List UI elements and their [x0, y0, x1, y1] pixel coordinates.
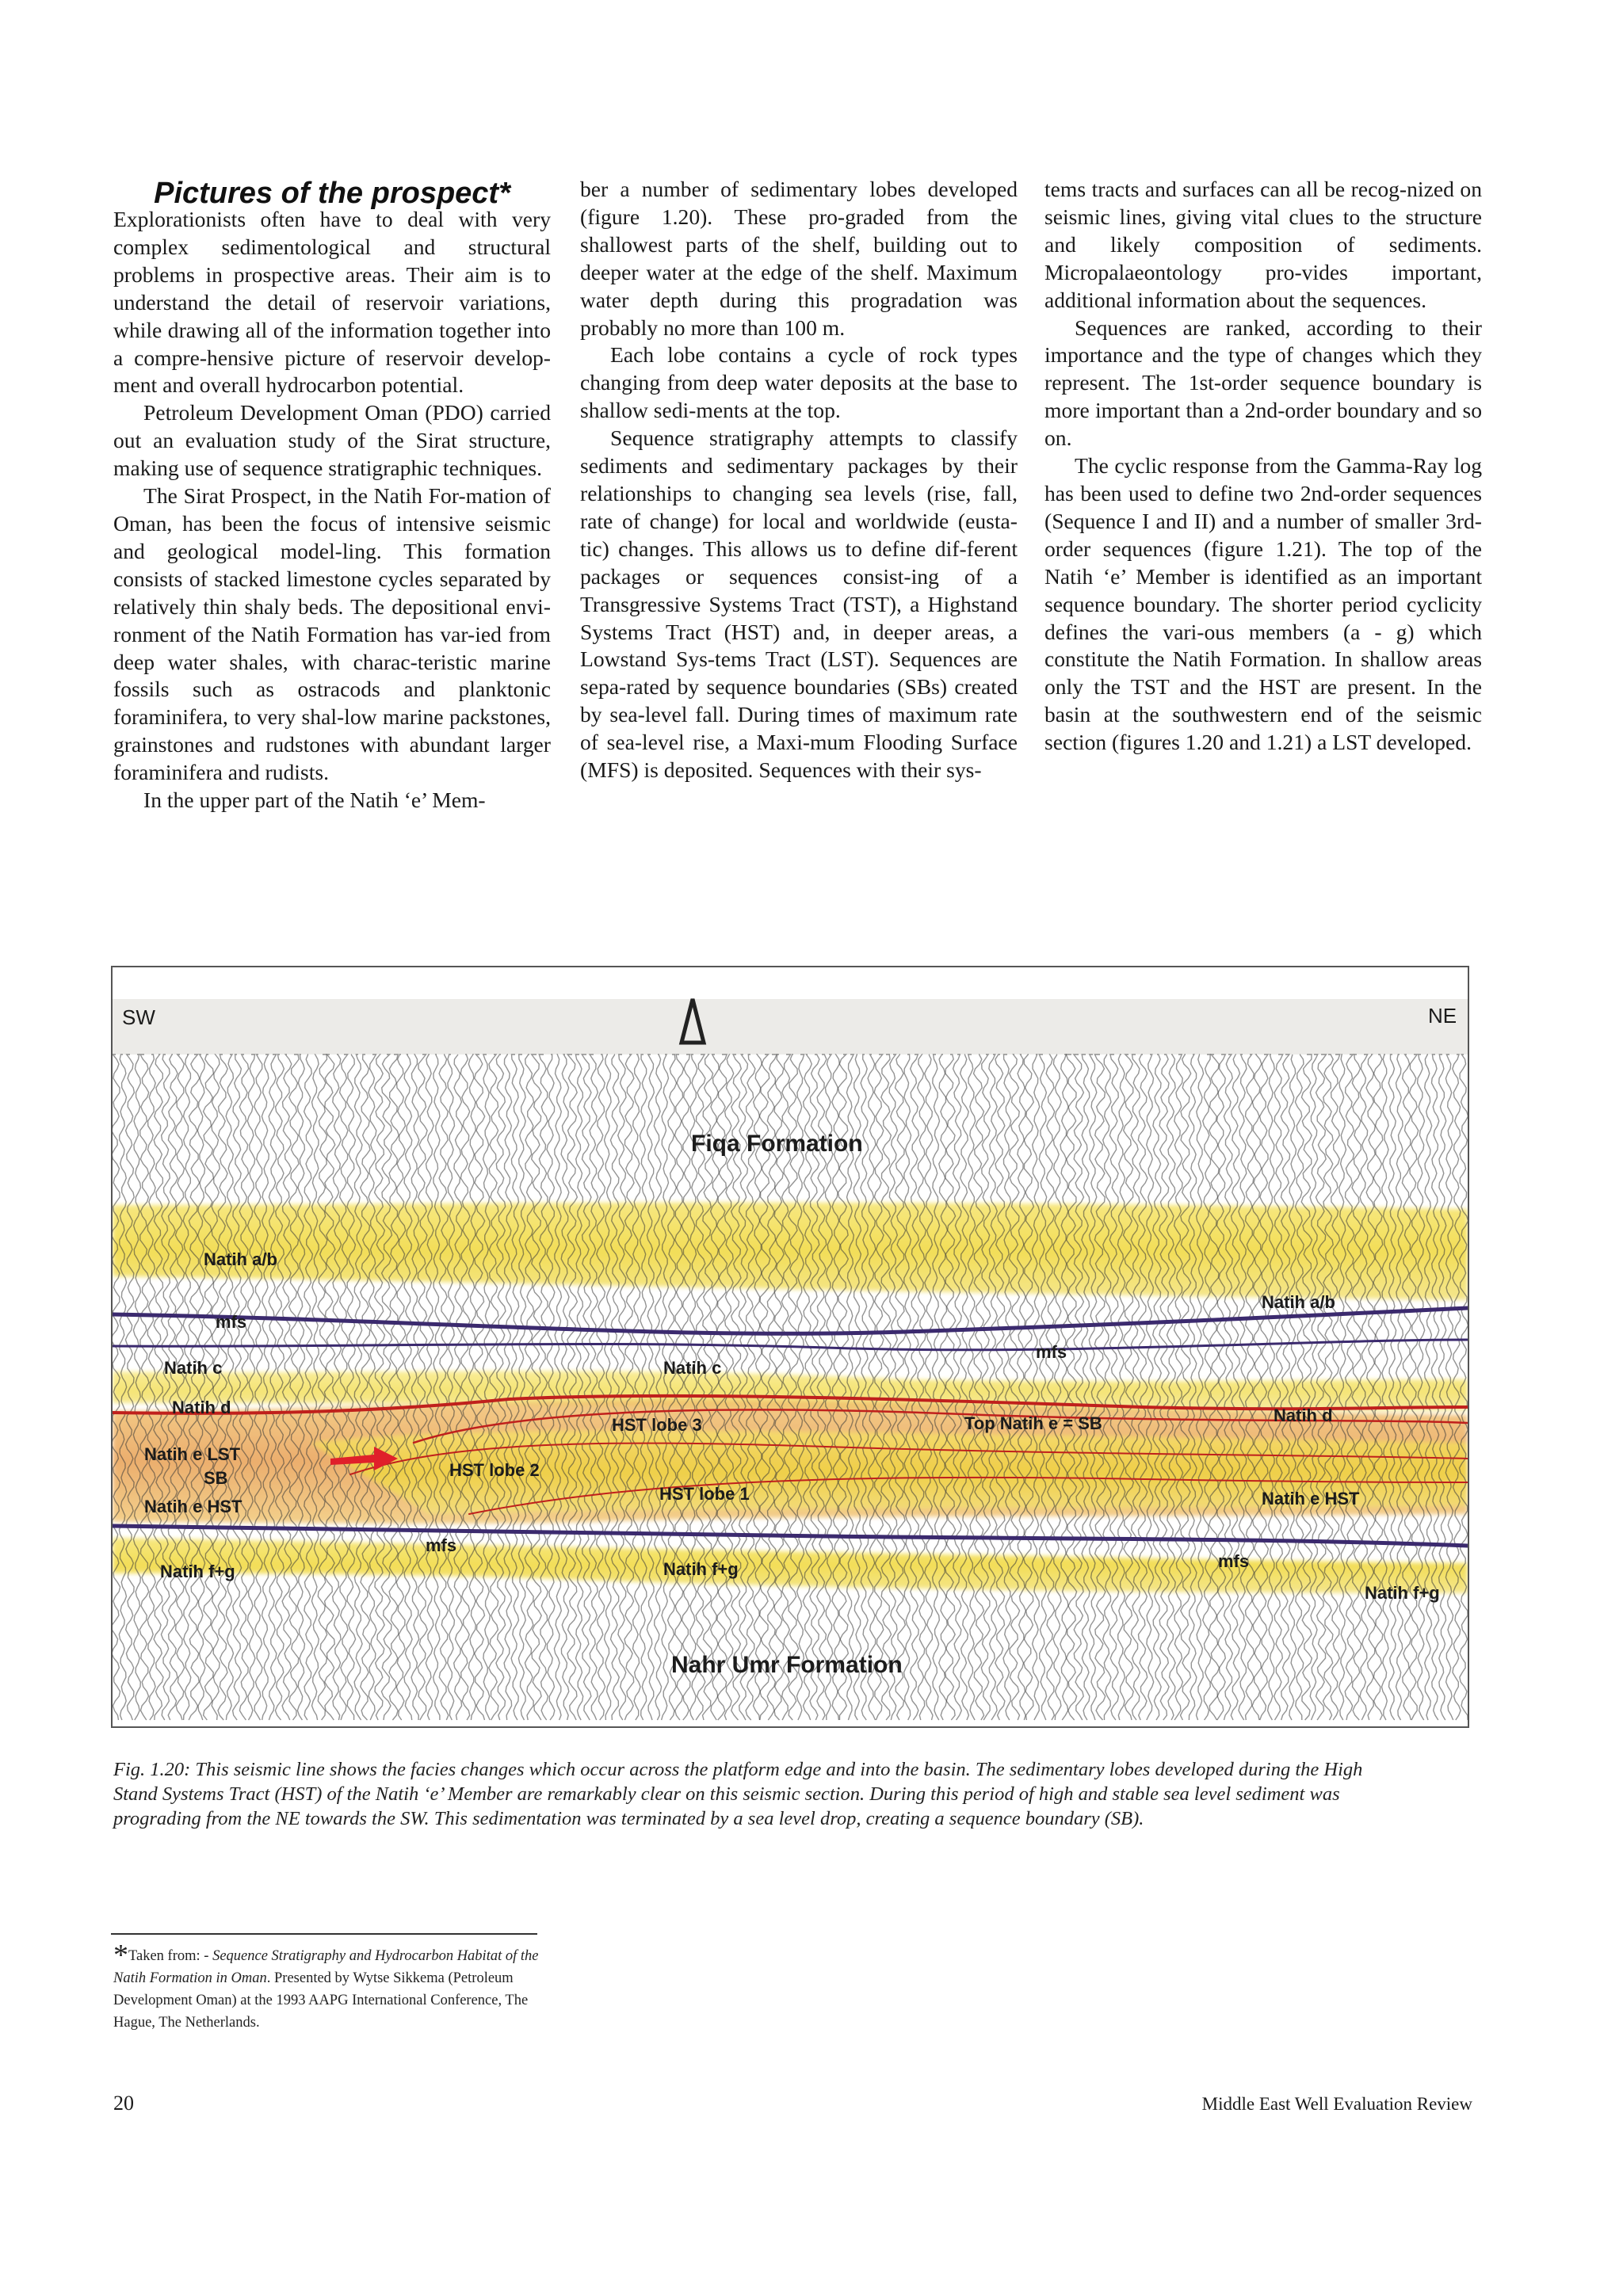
footnote [113, 1939, 557, 2034]
text-column-2 [580, 176, 1018, 784]
natih-c-center-label: Natih c [663, 1358, 722, 1378]
paragraph: Sequences are ranked, according to their importance and the type of changes which they represent. The 1st-order sequence boundary is more important than a 2nd-order boundary and so on. [1044, 315, 1482, 451]
sw-label: SW [122, 1005, 155, 1029]
paragraph: The cyclic response from the Gamma-Ray log has been used to define two 2nd-order sequences (Sequence I and II) and a number of smaller 3rd-order sequences (figure 1.21). The top of the Natih ‘e’ Member is identified as an important sequence boundary. The shorter period cyclicity defines the vari-ous members (a - g) which constitute the Natih Formation. In shallow areas only the TST and the HST are present. In the basin at the southwestern end of the seismic section (figures 1.20 and 1.21) a LST developed. [1044, 453, 1482, 755]
footnote-lead: Taken from: - [128, 1948, 213, 1964]
sb-label: SB [204, 1468, 228, 1488]
natih-e-hst-right-label: Natih e HST [1262, 1489, 1360, 1508]
hst-lobe-2-label: HST lobe 2 [449, 1460, 540, 1480]
natih-fg-left-label: Natih f+g [160, 1562, 235, 1581]
natih-d-left-label: Natih d [172, 1398, 231, 1417]
journal-name: Middle East Well Evaluation Review [1201, 2094, 1472, 2114]
natih-d-right-label: Natih d [1274, 1405, 1333, 1425]
nahr-umr-formation-label: Nahr Umr Formation [671, 1652, 903, 1678]
natih-ab-right-label: Natih a/b [1262, 1292, 1335, 1312]
paragraph: Each lobe contains a cycle of rock types changing from deep water deposits at the base to shallow sedi-ments at the top. [580, 342, 1018, 423]
paragraph: Petroleum Development Oman (PDO) carried out an evaluation study of the Sirat structure, making use of sequence stratigraphic techniques. [113, 400, 551, 481]
top-natih-e-sb-label: Top Natih e = SB [964, 1413, 1102, 1433]
footnote-marker: * [113, 1939, 128, 1972]
mfs-label-4: mfs [1218, 1551, 1250, 1571]
paragraph: tems tracts and surfaces can all be recog-nized on seismic lines, giving vital clues to the structure and likely composition of sediments. Micropalaeontology pro-vides important, additional information about the sequences. [1044, 177, 1482, 312]
text-column-1 [113, 176, 551, 814]
footnote-rest: . Presented by Wytse Sikkema (Petroleum Development Oman) at the 1993 AAPG International Conference, The Hague, The Netherlands. [113, 1970, 529, 2031]
natih-e-hst-left-label: Natih e HST [144, 1497, 242, 1516]
seismic-section [113, 967, 1468, 1726]
natih-fg-center-label: Natih f+g [663, 1559, 739, 1579]
figure-caption: Fig. 1.20: This seismic line shows the facies changes which occur across the platform edge and into the basin. The sedimentary lobes developed during the High Stand Systems Tract (HST) of the Natih ‘e’ Member are remarkably clear on this seismic section. During this period of high and stable sea level sediment was prograding from the NE towards the SW. This sedimentation was terminated by a sea level drop, creating a sequence boundary (SB). [113, 1759, 1363, 1829]
footnote-source-title: Sequence Stratigraphy and Hydrocarbon Habitat of the Natih Formation in Oman [113, 1948, 539, 1986]
natih-fg-right-label: Natih f+g [1365, 1583, 1440, 1603]
paragraph: Explorationists often have to deal with very complex sedimentological and structural problems in prospective areas. Their aim is to understand the detail of reservoir variations, while drawing all of the information together into a compre-hensive picture of reservoir develop-ment and overall hydrocarbon potential. [113, 207, 551, 398]
natih-e-lst-label: Natih e LST [144, 1444, 241, 1464]
fiqa-formation-label: Fiqa Formation [691, 1131, 863, 1157]
page-number: 20 [113, 2092, 134, 2115]
paragraph: In the upper part of the Natih ‘e’ Mem- [143, 788, 486, 813]
mfs-label-2: mfs [1036, 1342, 1067, 1362]
article-title: Pictures of the prospect* [154, 177, 510, 210]
natih-c-left-label: Natih c [164, 1358, 223, 1378]
text-column-3 [1044, 176, 1482, 757]
ne-label: NE [1428, 1004, 1457, 1028]
seismic-figure [111, 966, 1469, 1728]
mfs-label-1: mfs [216, 1312, 247, 1332]
footnote-divider [111, 1933, 537, 1935]
paragraph: Sequence stratigraphy attempts to classify sediments and sedimentary packages by their relationships to changing sea levels (rise, fall, rate of change) for local and worldwide (eusta-tic) changes. This allows us to define dif-ferent packages or sequences consist-ing of a Transgressive Systems Tract (TST), a Highstand Systems Tract (HST) and, in deeper areas, a Lowstand Sys-tems Tract (LST). Sequences are sepa-rated by sequence boundaries (SBs) created by sea-level fall. During times of maximum rate of sea-level rise, a Maxi-mum Flooding Surface (MFS) is deposited. Sequences with their sys- [580, 425, 1018, 783]
natih-ab-left-label: Natih a/b [204, 1249, 277, 1269]
mfs-label-3: mfs [426, 1535, 457, 1555]
hst-lobe-1-label: HST lobe 1 [659, 1484, 750, 1504]
paragraph: ber a number of sedimentary lobes developed (figure 1.20). These pro-graded from the shallowest parts of the shelf, building out to deeper water at the edge of the shelf. Maximum water depth during this progradation was probably no more than 100 m. [580, 177, 1018, 340]
paragraph: The Sirat Prospect, in the Natih For-mation of Oman, has been the focus of intensive seismic and geological model-ling. This formation consists of stacked limestone cycles separated by relatively thin shaly beds. The depositional envi-ronment of the Natih Formation has var-ied from deep water shales, with charac-teristic marine fossils such as ostracods and planktonic foraminifera, to very shal-low marine packstones, grainstones and rudstones with abundant larger foraminifera and rudists. [113, 483, 551, 785]
hst-lobe-3-label: HST lobe 3 [612, 1415, 702, 1435]
